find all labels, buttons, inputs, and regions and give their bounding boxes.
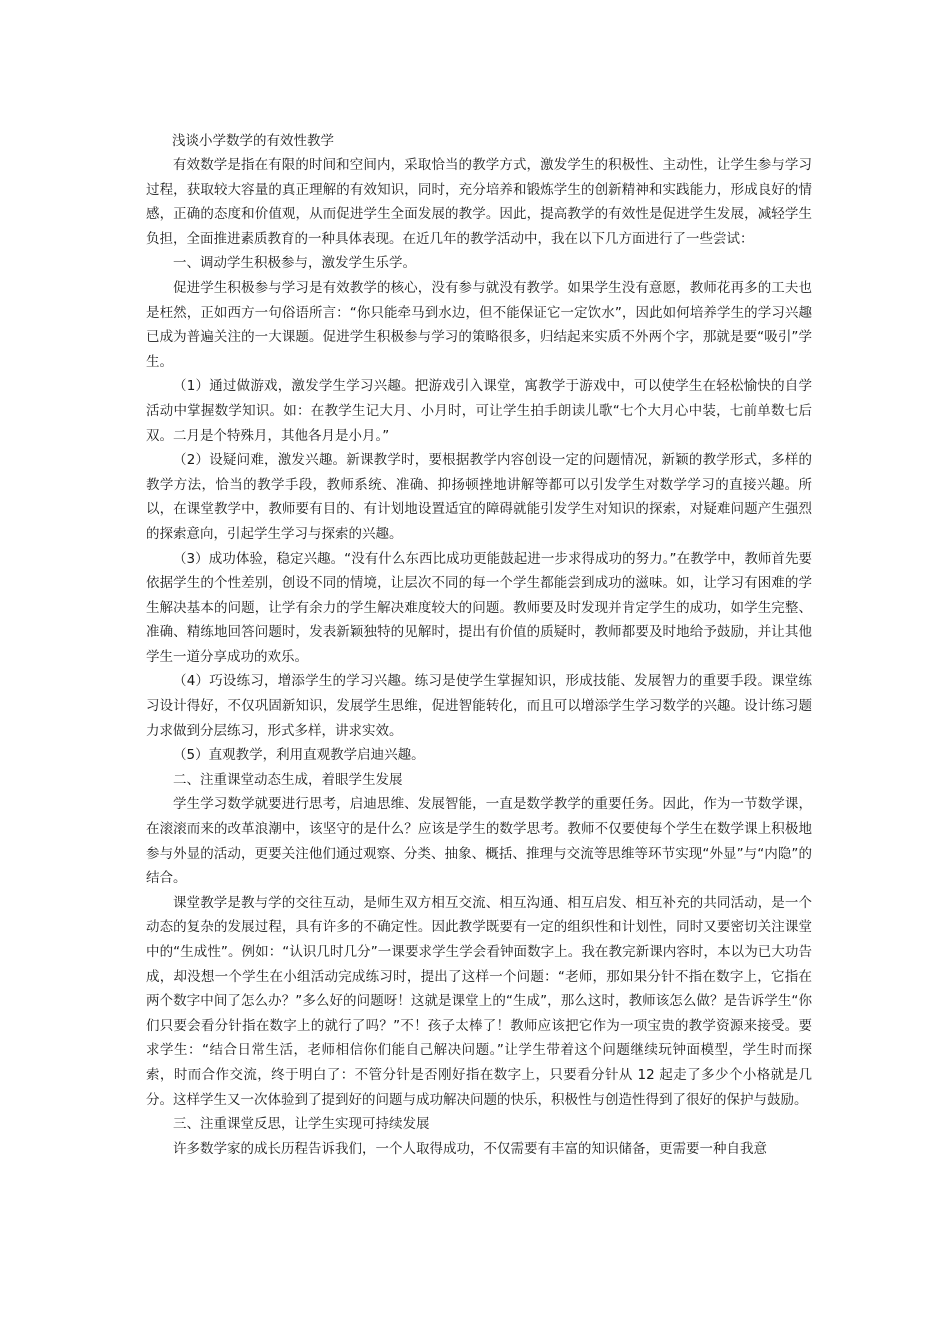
list-item-2: （2）设疑问难，激发兴趣。新课教学时，要根据教学内容创设一定的问题情况，新颖的教学形式，多样的教学方法，恰当的教学手段，教师系统、准确、抑扬顿挫地讲解等都可以引发学生对数学学习的直接兴趣。所以，在课堂教学中，教师要有目的、有计划地设置适宜的障碍就能引发学生对知识的探索，对疑难问题产生强烈的探索意向，引起学生学习与探索的兴趣。 bbox=[146, 452, 812, 542]
list-item-5: （5）直观教学，利用直观教学启迪兴趣。 bbox=[173, 747, 425, 764]
paragraph: 学生学习数学就要进行思考，启迪思维、发展智能，一直是数学教学的重要任务。因此，作为一节数学课，在滚滚而来的改革浪潮中，该坚守的是什么？应该是学生的数学思考。教师不仅要使每个学生在数学课上积极地参与外显的活动，更要关注他们通过观察、分类、抽象、概括、推理与交流等思维等环节实现“外显”与“内隐”的结合。 bbox=[146, 796, 812, 887]
paragraph-intro: 有效数学是指在有限的时间和空间内，采取恰当的教学方式，激发学生的积极性、主动性，让学生参与学习过程，获取较大容量的真正理解的有效知识，同时，充分培养和锻炼学生的创新精神和实践能力，形成良好的情感，正确的态度和价值观，从而促进学生全面发展的教学。因此，提高教学的有效性是促进学生发展，减轻学生负担，全面推进素质教育的一种具体表现。在近几年的教学活动中，我在以下几方面进行了一些尝试： bbox=[146, 157, 812, 247]
section-heading-1: 一、调动学生积极参与，激发学生乐学。 bbox=[173, 255, 416, 272]
list-item-1: （1）通过做游戏，激发学生学习兴趣。把游戏引入课堂，寓教学于游戏中，可以使学生在轻松愉快的自学活动中掌握数学知识。如：在教学生记大月、小月时，可让学生拍手朗读儿歌“七个大月心中装，七前单数七后双。二月是个特殊月，其他各月是小月。” bbox=[146, 378, 812, 444]
document-title: 浅谈小学数学的有效性教学 bbox=[172, 133, 334, 149]
paragraph: 促进学生积极参与学习是有效教学的核心，没有参与就没有教学。如果学生没有意愿，教师花再多的工夫也是枉然，正如西方一句俗语所言：“你只能牵马到水边，但不能保证它一定饮水”，因此如何培养学生的学习兴趣已成为普遍关注的一大课题。促进学生积极参与学习的策略很多，归结起来实质不外两个字，那就是要“吸引”学生。 bbox=[146, 279, 812, 370]
list-item-3: （3）成功体验，稳定兴趣。“没有什么东西比成功更能鼓起进一步求得成功的努力。”在教学中，教师首先要依据学生的个性差别，创设不同的情境，让层次不同的每一个学生都能尝到成功的滋味。如，让学习有困难的学生解决基本的问题，让学有余力的学生解决难度较大的问题。教师要及时发现并肯定学生的成功，如学生完整、准确、精练地回答问题时，发表新颖独特的见解时，提出有价值的质疑时，教师都要及时地给予鼓励，并让其他学生一道分享成功的欢乐。 bbox=[146, 550, 812, 665]
paragraph: 许多数学家的成长历程告诉我们，一个人取得成功，不仅需要有丰富的知识储备，更需要一种自我意 bbox=[173, 1140, 767, 1157]
document-body bbox=[146, 129, 812, 1161]
paragraph: 课堂教学是教与学的交往互动，是师生双方相互交流、相互沟通、相互启发、相互补充的共同活动，是一个动态的复杂的发展过程，具有许多的不确定性。因此教学既要有一定的组织性和计划性，同时又要密切关注课堂中的“生成性”。例如：“认识几时几分”一课要求学生学会看钟面数字上。我在教完新课内容时，本以为已大功告成，却没想一个学生在小组活动完成练习时，提出了这样一个问题：“老师，那如果分针不指在数字上，它指在两个数字中间了怎么办？”多么好的问题呀！这就是课堂上的“生成”，那么这时，教师该怎么做？是告诉学生“你们只要会看分针指在数字上的就行了吗？”不！孩子太棒了！教师应该把它作为一项宝贵的教学资源来接受。要求学生：“结合日常生活，老师相信你们能自己解决问题。”让学生带着这个问题继续玩钟面模型，学生时而探索，时而合作交流，终于明白了：不管分针是否刚好指在数字上，只要看分针从 12 起走了多少个小格就是几分。这样学生又一次体验到了提到好的问题与成功解决问题的快乐，积极性与创造性得到了很好的保护与鼓励。 bbox=[146, 894, 812, 1108]
section-heading-3: 三、注重课堂反思，让学生实现可持续发展 bbox=[173, 1116, 430, 1133]
section-heading-2: 二、注重课堂动态生成，着眼学生发展 bbox=[173, 771, 403, 788]
list-item-4: （4）巧设练习，增添学生的学习兴趣。练习是使学生掌握知识，形成技能、发展智力的重要手段。课堂练习设计得好，不仅巩固新知识，发展学生思维，促进智能转化，而且可以增添学生学习数学的兴趣。设计练习题力求做到分层练习，形式多样，讲求实效。 bbox=[146, 673, 812, 739]
